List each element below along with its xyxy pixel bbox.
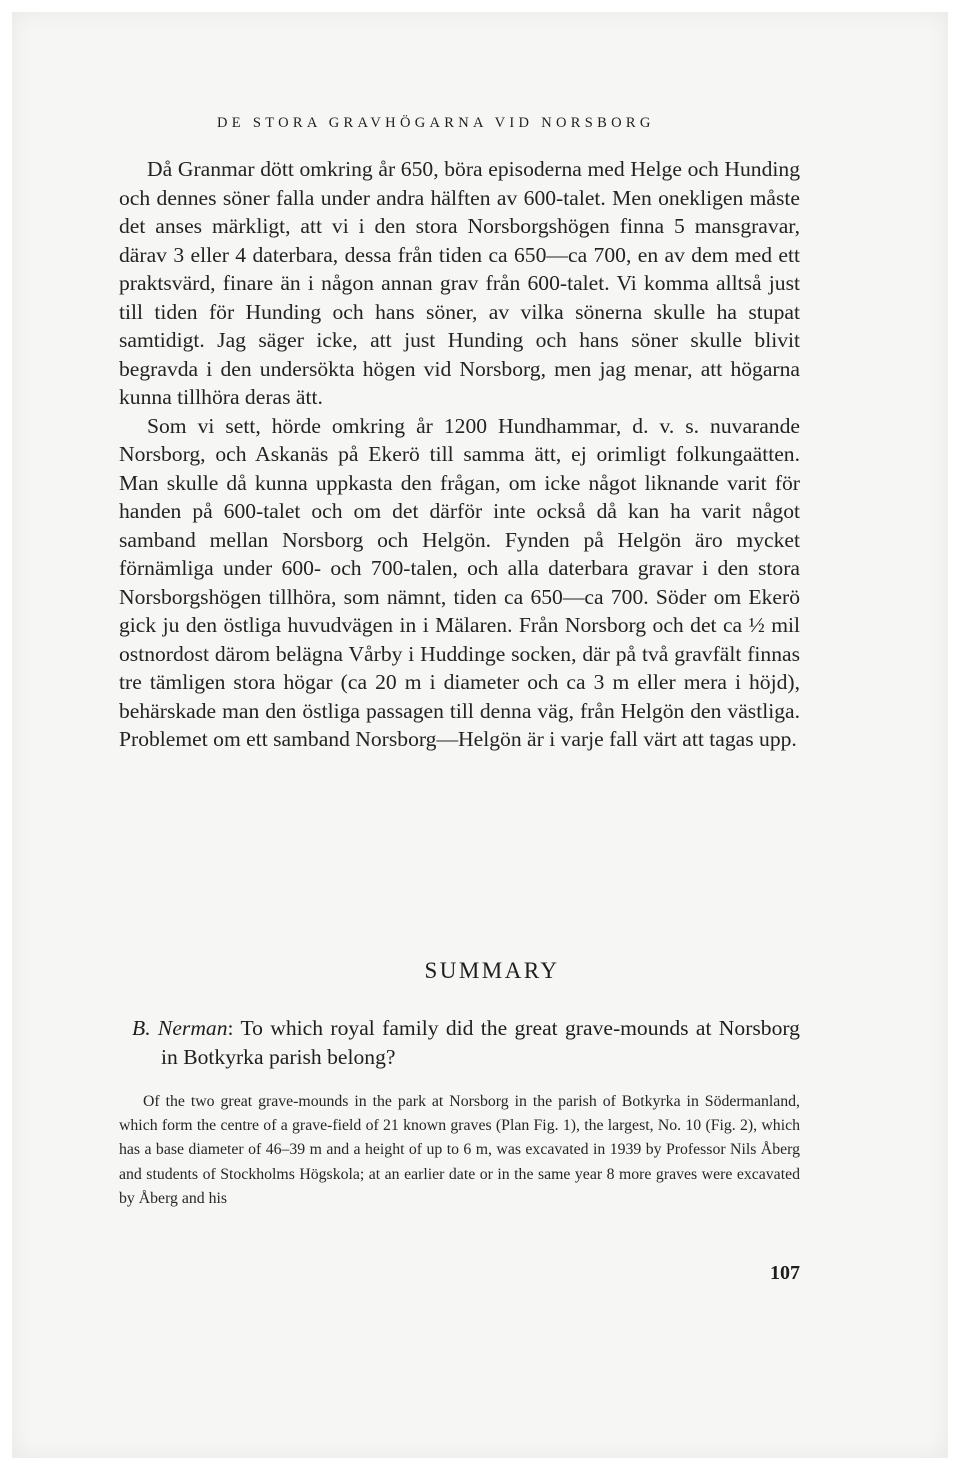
body-text [119,155,800,754]
summary-title [132,1014,800,1072]
summary-paragraph: Of the two great grave-mounds in the park at Norsborg in the parish of Botkyrka in Södermanland, which form the centre of a grave-field of 21 known graves (Plan Fig. 1), the largest, No. 10 (Fig. 2), which has a base diameter of 46–39 m and a height of up to 6 m, was excavated in 1939 by Professor Nils Åberg and students of Stockholms Högskola; at an earlier date or in the same year 8 more graves were excavated by Åberg and his [119,1093,800,1207]
page-number: 107 [770,1262,800,1284]
summary-author: B. Nerman [132,1016,228,1040]
paragraph-2: Som vi sett, hörde omkring år 1200 Hundhammar, d. v. s. nuvarande Norsborg, och Askanäs på Ekerö till samma ätt, ej orimligt folkungaätten. Man skulle då kunna uppkasta den frågan, om icke något liknande varit för handen på 600-talet och om det därför inte också då kan ha varit något samband mellan Norsborg och Helgön. Fynden på Helgön äro mycket förnämliga under 600- och 700-talen, och alla daterbara gravar i den stora Norsborgshögen tillhöra, som nämnt, tiden ca 650—ca 700. Söder om Ekerö gick ju den östliga huvudvägen in i Mälaren. Från Norsborg och det ca ½ mil ostnordost därom belägna Vårby i Huddinge socken, där på två gravfält finnas tre tämligen stora högar (ca 20 m i diameter och ca 3 m eller mera i höjd), behärskade man den östliga passagen till denna väg, från Helgön den västliga. Problemet om ett samband Norsborg—Helgön är i varje fall värt att tagas upp. [119,413,800,751]
page [12,12,948,1458]
summary-title-text: : To which royal family did the great grave-mounds at Norsborg in Botkyrka parish belong? [161,1016,800,1069]
summary-heading: SUMMARY [424,958,560,983]
paragraph-1: Då Granmar dött omkring år 650, böra episoderna med Helge och Hunding och dennes söner falla under andra hälften av 600-talet. Men onekligen måste det anses märkligt, att vi i den stora Norsborgshögen finna 5 mansgravar, därav 3 eller 4 daterbara, dessa från tiden ca 650—ca 700, en av dem med ett praktsvärd, finare än i någon annan grav från 600-talet. Vi komma alltså just till tiden för Hunding och hans söner, av vilka sönerna skulle ha stupat samtidigt. Jag säger icke, att just Hunding och hans söner skulle blivit begravda i den undersökta högen vid Norsborg, men jag menar, att högarna kunna tillhöra deras ätt. [119,157,800,409]
running-head: DE STORA GRAVHÖGARNA VID NORSBORG [217,115,655,131]
summary-body [119,1090,800,1211]
